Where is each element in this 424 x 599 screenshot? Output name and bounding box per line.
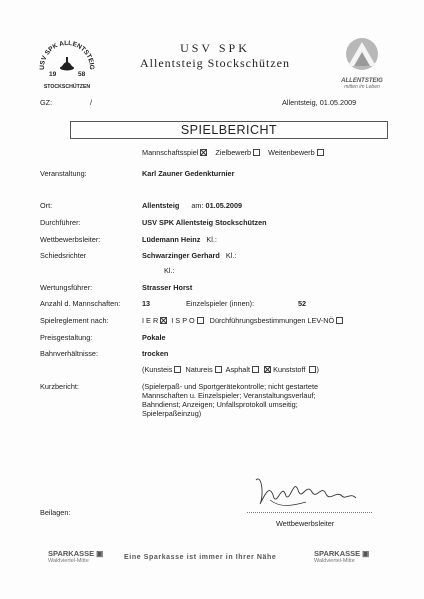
- label-veranstaltung: Veranstaltung:: [40, 169, 87, 178]
- checkbox-mannschaftsspiel[interactable]: [200, 149, 207, 156]
- kurzbericht-line: Bahndienst; Anzeigen; Unfallsprotokoll umseitig;: [142, 400, 298, 409]
- checkbox-weitenbewerb[interactable]: [317, 149, 324, 156]
- kurzbericht-line: Mannschaften u. Einzelspieler; Veranstaltungsverlauf;: [142, 391, 316, 400]
- town-logo-tagline: mitten im Leben: [344, 84, 380, 90]
- sponsor-logo-right: [314, 549, 369, 564]
- place-date: Allentsteig, 01.05.2009: [282, 98, 357, 107]
- surface-open-paren: (: [142, 365, 145, 374]
- kurzbericht-line: Spielerpaßeinzug): [142, 409, 202, 418]
- spielreglement-row: [142, 316, 343, 325]
- value-durchfuehrer: USV SPK Allentsteig Stockschützen: [142, 218, 267, 227]
- type-zielbewerb[interactable]: Zielbewerb: [215, 148, 260, 157]
- sparkasse-icon: ▣: [96, 549, 104, 558]
- checkbox-ispo[interactable]: [197, 317, 204, 324]
- label-ort: Ort:: [40, 201, 53, 210]
- value-einzelspieler: 52: [298, 299, 307, 308]
- label-beilagen: Beilagen:: [40, 508, 71, 517]
- gz-value: /: [90, 98, 93, 107]
- sponsor-logo-left: [48, 549, 103, 564]
- schiedsrichter-kl-2: Kl.:: [164, 266, 175, 275]
- kurzbericht-line: (Spielerpaß- und Sportgerätekontrolle; nicht gestartete: [142, 382, 319, 391]
- signature-graphic: [252, 472, 362, 512]
- town-logo-name: ALLENTSTEIG: [341, 78, 383, 84]
- value-mannschaften: 13: [142, 299, 151, 308]
- label-mannschaften: Anzahl d. Mannschaften:: [40, 299, 121, 308]
- value-date: 01.05.2009: [205, 201, 243, 210]
- label-am: am:: [191, 201, 204, 210]
- report-title: SPIELBERICHT: [70, 121, 388, 139]
- surface-close-paren: ): [316, 365, 319, 374]
- value-wertungsfuehrer: Strasser Horst: [142, 283, 193, 292]
- value-preisgestaltung: Pokale: [142, 333, 166, 342]
- schiedsrichter-row: [142, 251, 236, 260]
- surface-natureis[interactable]: Natureis: [185, 365, 221, 374]
- value-ort: Allentsteig: [142, 201, 180, 210]
- town-logo-icon: [334, 36, 390, 72]
- label-bahnverhaeltnisse: Bahnverhältnisse:: [40, 349, 99, 358]
- surface-other[interactable]: [307, 365, 319, 374]
- label-wertungsfuehrer: Wertungsführer:: [40, 283, 93, 292]
- label-preisgestaltung: Preisgestaltung:: [40, 333, 93, 342]
- option-ispo[interactable]: I S P O: [171, 316, 203, 325]
- club-name-line2: Allentsteig Stockschützen: [140, 56, 290, 70]
- wettbewerbsleiter-row: [142, 235, 217, 244]
- surface-kunststoff[interactable]: Kunststoff: [262, 365, 305, 374]
- type-mannschaftsspiel[interactable]: Mannschaftsspiel: [142, 148, 207, 157]
- competition-types: [142, 148, 324, 157]
- checkbox-natureis[interactable]: [215, 366, 222, 373]
- surface-options: [142, 365, 319, 374]
- checkbox-ier[interactable]: [160, 317, 167, 324]
- label-schiedsrichter: Schiedsrichter: [40, 251, 87, 260]
- svg-text:19: 19: [49, 71, 57, 78]
- label-kurzbericht: Kurzbericht:: [40, 382, 79, 391]
- gz-label: GZ:: [40, 98, 53, 107]
- checkbox-asphalt[interactable]: [252, 366, 259, 373]
- value-veranstaltung: Karl Zauner Gedenkturnier: [142, 169, 235, 178]
- sponsor-name-right: SPARKASSE: [314, 549, 361, 558]
- label-wettbewerbsleiter: Wettbewerbsleiter:: [40, 235, 101, 244]
- option-ier[interactable]: I E R: [142, 316, 167, 325]
- svg-text:58: 58: [78, 71, 86, 78]
- type-weitenbewerb[interactable]: Weitenbewerb: [268, 148, 324, 157]
- label-durchfuehrer: Durchführer:: [40, 218, 81, 227]
- ort-row: [142, 201, 242, 210]
- svg-text:USV SPK ALLENTSTEIG: USV SPK ALLENTSTEIG: [38, 39, 96, 70]
- label-einzelspieler: Einzelspieler (innen):: [186, 299, 255, 308]
- value-wettbewerbsleiter: Lüdemann Heinz: [142, 235, 201, 244]
- checkbox-other[interactable]: [309, 365, 319, 374]
- signature: [252, 472, 362, 517]
- sparkasse-icon: ▣: [362, 549, 370, 558]
- label-spielreglement: Spielreglement nach:: [40, 316, 109, 325]
- checkbox-kunststoff[interactable]: [264, 366, 271, 373]
- signature-line: [247, 512, 372, 513]
- kurzbericht-text: [142, 382, 318, 418]
- slogan: Eine Sparkasse ist immer in Ihrer Nähe: [124, 554, 277, 561]
- sponsor-region-right: Waldviertel-Mitte: [314, 558, 355, 564]
- sponsor-region-left: Waldviertel-Mitte: [48, 558, 89, 564]
- club-logo: [36, 34, 98, 92]
- checkbox-kunsteis[interactable]: [174, 366, 181, 373]
- town-logo: [334, 36, 390, 90]
- club-logo-graphic: [36, 34, 98, 92]
- sponsor-name-left: SPARKASSE: [48, 549, 95, 558]
- signature-caption: Wettbewerbsleiter: [276, 519, 335, 528]
- svg-text:STOCKSCHÜTZEN: STOCKSCHÜTZEN: [43, 84, 91, 90]
- value-bahnverhaeltnisse: trocken: [142, 349, 169, 358]
- club-name-line1: USV SPK: [180, 41, 250, 55]
- surface-asphalt[interactable]: Asphalt: [226, 365, 259, 374]
- value-schiedsrichter: Schwarzinger Gerhard: [142, 251, 220, 260]
- surface-kunsteis[interactable]: Kunsteis: [144, 365, 181, 374]
- checkbox-zielbewerb[interactable]: [253, 149, 260, 156]
- option-durchfuehrungsbestimmungen[interactable]: Dürchführungsbestimmungen LEV-NÖ: [210, 316, 344, 325]
- checkbox-durchfuehrungsbestimmungen[interactable]: [336, 317, 343, 324]
- schiedsrichter-kl: Kl.:: [225, 251, 237, 260]
- wettbewerbsleiter-kl: Kl.:: [206, 235, 217, 244]
